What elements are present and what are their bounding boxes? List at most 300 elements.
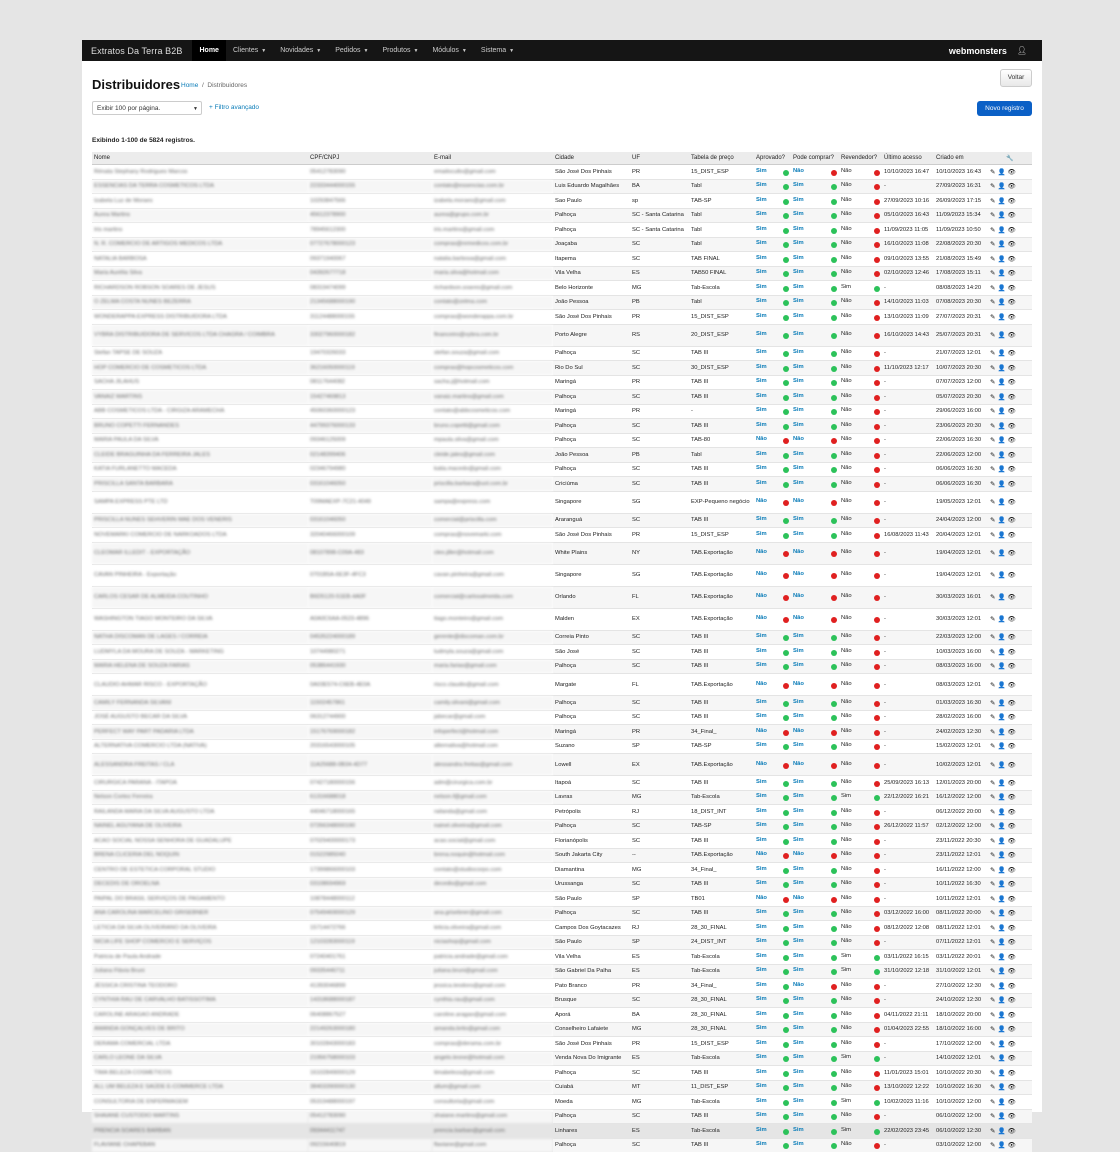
view-icon[interactable]: 👁 xyxy=(1008,532,1018,539)
user-icon[interactable]: 👤 xyxy=(997,881,1007,888)
edit-icon[interactable]: ✎ xyxy=(990,499,997,506)
user-icon[interactable]: 👤 xyxy=(997,183,1007,190)
table-row[interactable] xyxy=(92,491,1032,513)
price-table-cell: TAB III xyxy=(689,419,754,434)
edit-icon[interactable]: ✎ xyxy=(990,212,997,219)
table-row[interactable] xyxy=(92,1080,1032,1095)
view-icon[interactable]: 👁 xyxy=(1008,332,1018,339)
edit-icon[interactable]: ✎ xyxy=(990,379,997,386)
user-icon[interactable]: 👤 xyxy=(997,1041,1007,1048)
edit-icon[interactable]: ✎ xyxy=(990,299,997,306)
edit-icon[interactable]: ✎ xyxy=(990,1070,997,1077)
view-icon[interactable]: 👁 xyxy=(1008,968,1018,975)
view-icon[interactable]: 👁 xyxy=(1008,1142,1018,1149)
table-row[interactable] xyxy=(92,754,1032,776)
view-icon[interactable]: 👁 xyxy=(1008,481,1018,488)
edit-icon[interactable]: ✎ xyxy=(990,365,997,372)
view-icon[interactable]: 👁 xyxy=(1008,183,1018,190)
column-header[interactable]: Tabela de preço xyxy=(689,152,754,165)
view-icon[interactable]: 👁 xyxy=(1008,594,1018,601)
edit-icon[interactable]: ✎ xyxy=(990,169,997,176)
user-icon[interactable]: 👤 xyxy=(997,517,1007,524)
edit-icon[interactable]: ✎ xyxy=(990,714,997,721)
edit-icon[interactable]: ✎ xyxy=(990,332,997,339)
table-row[interactable] xyxy=(92,892,1032,907)
user-icon[interactable]: 👤 xyxy=(997,169,1007,176)
table-row[interactable] xyxy=(92,513,1032,528)
table-row[interactable] xyxy=(92,419,1032,434)
user-icon[interactable]: 👤 xyxy=(997,867,1007,874)
view-icon[interactable]: 👁 xyxy=(1008,852,1018,859)
can-buy-cell xyxy=(791,659,839,674)
table-row[interactable] xyxy=(92,310,1032,325)
view-icon[interactable]: 👁 xyxy=(1008,394,1018,401)
edit-icon[interactable]: ✎ xyxy=(990,634,997,641)
user-icon[interactable]: 👤 xyxy=(997,939,1007,946)
table-row[interactable] xyxy=(92,608,1032,630)
user-icon[interactable]: 👤 xyxy=(997,1142,1007,1149)
table-row[interactable] xyxy=(92,404,1032,419)
edit-icon[interactable]: ✎ xyxy=(990,350,997,357)
table-row[interactable] xyxy=(92,477,1032,492)
column-header[interactable]: Último acesso xyxy=(882,152,934,165)
edit-icon[interactable]: ✎ xyxy=(990,663,997,670)
view-icon[interactable]: 👁 xyxy=(1008,299,1018,306)
column-header[interactable]: Aprovado? xyxy=(754,152,791,165)
user-icon[interactable]: 👤 xyxy=(997,682,1007,689)
user-icon[interactable]: 👤 xyxy=(997,452,1007,459)
edit-icon[interactable]: ✎ xyxy=(990,183,997,190)
edit-icon[interactable]: ✎ xyxy=(990,1113,997,1120)
user-icon[interactable]: 👤 xyxy=(997,241,1007,248)
table-row[interactable] xyxy=(92,361,1032,376)
view-icon[interactable]: 👁 xyxy=(1008,616,1018,623)
view-icon[interactable]: 👁 xyxy=(1008,1055,1018,1062)
view-icon[interactable]: 👁 xyxy=(1008,881,1018,888)
view-icon[interactable]: 👁 xyxy=(1008,910,1018,917)
user-icon[interactable]: 👤 xyxy=(997,198,1007,205)
table-row[interactable] xyxy=(92,1008,1032,1023)
user-icon[interactable]: 👤 xyxy=(997,550,1007,557)
view-icon[interactable]: 👁 xyxy=(1008,983,1018,990)
view-icon[interactable]: 👁 xyxy=(1008,1113,1018,1120)
view-icon[interactable]: 👁 xyxy=(1008,241,1018,248)
view-icon[interactable]: 👁 xyxy=(1008,198,1018,205)
user-icon[interactable]: 👤 xyxy=(997,1113,1007,1120)
edit-icon[interactable]: ✎ xyxy=(990,481,997,488)
table-row[interactable] xyxy=(92,834,1032,849)
can-buy-cell-value: Sim xyxy=(793,808,804,814)
table-row[interactable] xyxy=(92,979,1032,994)
user-icon[interactable]: 👤 xyxy=(997,594,1007,601)
table-row[interactable] xyxy=(92,950,1032,965)
edit-icon[interactable]: ✎ xyxy=(990,1099,997,1106)
user-icon[interactable]: 👤 xyxy=(997,1055,1007,1062)
edit-icon[interactable]: ✎ xyxy=(990,616,997,623)
edit-icon[interactable]: ✎ xyxy=(990,550,997,557)
user-icon[interactable]: 👤 xyxy=(997,700,1007,707)
user-icon[interactable]: 👤 xyxy=(997,227,1007,234)
nav-item-home[interactable] xyxy=(192,40,225,61)
edit-icon[interactable]: ✎ xyxy=(990,823,997,830)
table-row[interactable] xyxy=(92,324,1032,346)
view-icon[interactable]: 👁 xyxy=(1008,572,1018,579)
view-icon[interactable]: 👁 xyxy=(1008,1099,1018,1106)
user-icon[interactable]: 👤 xyxy=(997,481,1007,488)
user-icon[interactable]: 👤 xyxy=(997,1026,1007,1033)
edit-icon[interactable]: ✎ xyxy=(990,532,997,539)
edit-icon[interactable]: ✎ xyxy=(990,285,997,292)
table-row[interactable] xyxy=(92,1037,1032,1052)
user-icon[interactable]: 👤 xyxy=(997,270,1007,277)
view-icon[interactable]: 👁 xyxy=(1008,1070,1018,1077)
edit-icon[interactable]: ✎ xyxy=(990,700,997,707)
approved-cell-value: Sim xyxy=(756,648,767,654)
view-icon[interactable]: 👁 xyxy=(1008,794,1018,801)
view-icon[interactable]: 👁 xyxy=(1008,256,1018,263)
table-row[interactable] xyxy=(92,725,1032,740)
table-row[interactable] xyxy=(92,1124,1032,1139)
user-icon[interactable]: 👤 xyxy=(997,743,1007,750)
view-icon[interactable]: 👁 xyxy=(1008,314,1018,321)
table-row[interactable] xyxy=(92,281,1032,296)
user-icon[interactable]: 👤 xyxy=(997,532,1007,539)
view-icon[interactable]: 👁 xyxy=(1008,823,1018,830)
view-icon[interactable]: 👁 xyxy=(1008,379,1018,386)
table-row[interactable] xyxy=(92,375,1032,390)
table-row[interactable] xyxy=(92,790,1032,805)
reseller-value: Não xyxy=(841,633,852,639)
user-icon[interactable]: 👤 xyxy=(997,314,1007,321)
table-row[interactable] xyxy=(92,630,1032,645)
edit-icon[interactable]: ✎ xyxy=(990,1041,997,1048)
table-row[interactable] xyxy=(92,819,1032,834)
edit-icon[interactable]: ✎ xyxy=(990,896,997,903)
user-icon[interactable]: 👤 xyxy=(997,794,1007,801)
table-row[interactable] xyxy=(92,863,1032,878)
table-row[interactable] xyxy=(92,179,1032,194)
view-icon[interactable]: 👁 xyxy=(1008,517,1018,524)
column-header[interactable]: E-mail xyxy=(432,152,553,165)
nav-item-produtos[interactable] xyxy=(375,40,425,61)
new-record-button[interactable]: Novo registro xyxy=(977,101,1032,116)
edit-icon[interactable]: ✎ xyxy=(990,794,997,801)
edit-icon[interactable]: ✎ xyxy=(990,314,997,321)
table-row[interactable] xyxy=(92,448,1032,463)
user-icon[interactable]: 👤 xyxy=(997,910,1007,917)
view-icon[interactable]: 👁 xyxy=(1008,1041,1018,1048)
edit-icon[interactable]: ✎ xyxy=(990,241,997,248)
user-icon[interactable]: 👤 xyxy=(997,729,1007,736)
view-icon[interactable]: 👁 xyxy=(1008,838,1018,845)
table-row[interactable] xyxy=(92,237,1032,252)
user-icon[interactable]: 👤 xyxy=(997,762,1007,769)
edit-icon[interactable]: ✎ xyxy=(990,408,997,415)
user-icon[interactable]: 👤 xyxy=(997,968,1007,975)
user-icon[interactable]: 👤 xyxy=(997,983,1007,990)
edit-icon[interactable]: ✎ xyxy=(990,852,997,859)
view-icon[interactable]: 👁 xyxy=(1008,452,1018,459)
user-icon[interactable]: 👤 xyxy=(997,616,1007,623)
table-row[interactable] xyxy=(92,848,1032,863)
nav-item-pedidos[interactable] xyxy=(328,40,375,61)
table-row[interactable] xyxy=(92,776,1032,791)
column-header[interactable]: Criado em xyxy=(934,152,988,165)
edit-icon[interactable]: ✎ xyxy=(990,1084,997,1091)
view-icon[interactable]: 👁 xyxy=(1008,550,1018,557)
table-row[interactable] xyxy=(92,906,1032,921)
user-icon[interactable]: 👤 xyxy=(997,838,1007,845)
view-icon[interactable]: 👁 xyxy=(1008,1026,1018,1033)
edit-icon[interactable]: ✎ xyxy=(990,780,997,787)
view-icon[interactable]: 👁 xyxy=(1008,997,1018,1004)
edit-icon[interactable]: ✎ xyxy=(990,423,997,430)
table-row[interactable] xyxy=(92,433,1032,448)
edit-icon[interactable]: ✎ xyxy=(990,394,997,401)
table-row[interactable] xyxy=(92,739,1032,754)
can-buy-cell xyxy=(791,935,839,950)
table-row[interactable] xyxy=(92,935,1032,950)
can-buy-cell-value: Sim xyxy=(793,866,804,872)
actions-cell xyxy=(988,165,1032,180)
column-header[interactable]: Nome xyxy=(92,152,308,165)
table-row[interactable] xyxy=(92,462,1032,477)
user-icon[interactable]: 👤 xyxy=(997,714,1007,721)
table-row[interactable] xyxy=(92,1138,1032,1152)
edit-icon[interactable]: ✎ xyxy=(990,1026,997,1033)
view-icon[interactable]: 👁 xyxy=(1008,634,1018,641)
edit-icon[interactable]: ✎ xyxy=(990,594,997,601)
table-row[interactable] xyxy=(92,208,1032,223)
user-icon[interactable]: 👤 xyxy=(997,423,1007,430)
view-icon[interactable]: 👁 xyxy=(1008,682,1018,689)
view-icon[interactable]: 👁 xyxy=(1008,1012,1018,1019)
view-icon[interactable]: 👁 xyxy=(1008,954,1018,961)
user-icon[interactable]: 👤 xyxy=(997,394,1007,401)
column-header[interactable]: CPF/CNPJ xyxy=(308,152,432,165)
edit-icon[interactable]: ✎ xyxy=(990,1128,997,1135)
table-row[interactable] xyxy=(92,390,1032,405)
edit-icon[interactable]: ✎ xyxy=(990,649,997,656)
user-icon[interactable]: 👤 xyxy=(997,809,1007,816)
edit-icon[interactable]: ✎ xyxy=(990,198,997,205)
view-icon[interactable]: 👁 xyxy=(1008,466,1018,473)
edit-icon[interactable]: ✎ xyxy=(990,881,997,888)
nav-item-clientes[interactable] xyxy=(226,40,273,61)
edit-icon[interactable]: ✎ xyxy=(990,1012,997,1019)
user-icon[interactable]: 👤 xyxy=(997,997,1007,1004)
user-icon[interactable]: 👤 xyxy=(997,299,1007,306)
user-icon[interactable]: 👤︎ xyxy=(1017,46,1027,55)
column-header[interactable]: Revendedor? xyxy=(839,152,882,165)
view-icon[interactable]: 👁 xyxy=(1008,743,1018,750)
user-icon[interactable]: 👤 xyxy=(997,663,1007,670)
user-icon[interactable]: 👤 xyxy=(997,408,1007,415)
email-cell: compras@derama.com.br xyxy=(432,1037,553,1052)
name-cell: Iris martins xyxy=(92,223,308,238)
city-cell: Palhoça xyxy=(553,433,630,448)
user-icon[interactable]: 👤 xyxy=(997,954,1007,961)
back-button[interactable]: Voltar xyxy=(1000,69,1032,87)
edit-icon[interactable]: ✎ xyxy=(990,729,997,736)
view-icon[interactable]: 👁 xyxy=(1008,762,1018,769)
edit-icon[interactable]: ✎ xyxy=(990,452,997,459)
nav-item-novidades[interactable] xyxy=(273,40,328,61)
user-icon[interactable]: 👤 xyxy=(997,634,1007,641)
cpf-cell: 05386441930 xyxy=(308,659,432,674)
table-row[interactable] xyxy=(92,645,1032,660)
view-icon[interactable]: 👁 xyxy=(1008,809,1018,816)
view-icon[interactable]: 👁 xyxy=(1008,499,1018,506)
nav-item-módulos[interactable] xyxy=(425,40,473,61)
edit-icon[interactable]: ✎ xyxy=(990,1055,997,1062)
breadcrumb-home[interactable]: Home xyxy=(181,82,198,89)
table-row[interactable] xyxy=(92,165,1032,180)
table-row[interactable] xyxy=(92,223,1032,238)
user-icon[interactable]: 👤 xyxy=(997,896,1007,903)
reseller-value: Sim xyxy=(841,1098,851,1104)
edit-icon[interactable]: ✎ xyxy=(990,867,997,874)
table-row[interactable] xyxy=(92,586,1032,608)
table-row[interactable] xyxy=(92,696,1032,711)
edit-icon[interactable]: ✎ xyxy=(990,437,997,444)
user-icon[interactable]: 👤 xyxy=(997,1084,1007,1091)
last-access-cell: - xyxy=(882,462,934,477)
edit-icon[interactable]: ✎ xyxy=(990,762,997,769)
view-icon[interactable]: 👁 xyxy=(1008,350,1018,357)
user-icon[interactable]: 👤 xyxy=(997,350,1007,357)
view-icon[interactable]: 👁 xyxy=(1008,663,1018,670)
edit-icon[interactable]: ✎ xyxy=(990,1142,997,1149)
edit-icon[interactable]: ✎ xyxy=(990,968,997,975)
edit-icon[interactable]: ✎ xyxy=(990,517,997,524)
user-icon[interactable]: 👤 xyxy=(997,852,1007,859)
view-icon[interactable]: 👁 xyxy=(1008,408,1018,415)
table-row[interactable] xyxy=(92,964,1032,979)
edit-icon[interactable]: ✎ xyxy=(990,910,997,917)
view-icon[interactable]: 👁 xyxy=(1008,700,1018,707)
table-row[interactable] xyxy=(92,993,1032,1008)
edit-icon[interactable]: ✎ xyxy=(990,997,997,1004)
view-icon[interactable]: 👁 xyxy=(1008,867,1018,874)
table-row[interactable] xyxy=(92,266,1032,281)
view-icon[interactable]: 👁 xyxy=(1008,212,1018,219)
user-icon[interactable]: 👤 xyxy=(997,332,1007,339)
table-row[interactable] xyxy=(92,194,1032,209)
user-icon[interactable]: 👤 xyxy=(997,925,1007,932)
view-icon[interactable]: 👁 xyxy=(1008,896,1018,903)
user-icon[interactable]: 👤 xyxy=(997,437,1007,444)
user-icon[interactable]: 👤 xyxy=(997,1012,1007,1019)
view-icon[interactable]: 👁 xyxy=(1008,285,1018,292)
edit-icon[interactable]: ✎ xyxy=(990,572,997,579)
table-row[interactable] xyxy=(92,1095,1032,1110)
user-icon[interactable]: 👤 xyxy=(997,1099,1007,1106)
edit-icon[interactable]: ✎ xyxy=(990,838,997,845)
column-header[interactable]: UF xyxy=(630,152,689,165)
advanced-filter-link[interactable]: + Filtro avançado xyxy=(209,104,259,111)
edit-icon[interactable]: ✎ xyxy=(990,466,997,473)
user-icon[interactable]: 👤 xyxy=(997,823,1007,830)
column-header[interactable]: Pode comprar? xyxy=(791,152,839,165)
view-icon[interactable]: 👁 xyxy=(1008,423,1018,430)
user-icon[interactable]: 👤 xyxy=(997,499,1007,506)
edit-icon[interactable]: ✎ xyxy=(990,925,997,932)
user-icon[interactable]: 👤 xyxy=(997,1070,1007,1077)
table-row[interactable] xyxy=(92,1109,1032,1124)
table-row[interactable] xyxy=(92,252,1032,267)
column-header[interactable]: Cidade xyxy=(553,152,630,165)
table-row[interactable] xyxy=(92,1022,1032,1037)
table-row[interactable] xyxy=(92,921,1032,936)
table-row[interactable] xyxy=(92,710,1032,725)
view-icon[interactable]: 👁 xyxy=(1008,1084,1018,1091)
view-icon[interactable]: 👁 xyxy=(1008,1128,1018,1135)
view-icon[interactable]: 👁 xyxy=(1008,169,1018,176)
user-icon[interactable]: 👤 xyxy=(997,379,1007,386)
table-row[interactable] xyxy=(92,659,1032,674)
table-row[interactable] xyxy=(92,1051,1032,1066)
edit-icon[interactable]: ✎ xyxy=(990,954,997,961)
edit-icon[interactable]: ✎ xyxy=(990,809,997,816)
can-buy-cell xyxy=(791,921,839,936)
view-icon[interactable]: 👁 xyxy=(1008,729,1018,736)
user-icon[interactable]: 👤 xyxy=(997,1128,1007,1135)
user-icon[interactable]: 👤 xyxy=(997,256,1007,263)
table-row[interactable] xyxy=(92,674,1032,696)
user-icon[interactable]: 👤 xyxy=(997,780,1007,787)
nav-item-sistema[interactable] xyxy=(474,40,521,61)
user-brand[interactable]: webmonsters xyxy=(949,46,1007,56)
view-icon[interactable]: 👁 xyxy=(1008,780,1018,787)
edit-icon[interactable]: ✎ xyxy=(990,743,997,750)
name-cell: CLEOMAR ILLEDIT - EXPORTAÇÃO xyxy=(92,542,308,564)
table-row[interactable] xyxy=(92,542,1032,564)
user-icon[interactable]: 👤 xyxy=(997,649,1007,656)
user-icon[interactable]: 👤 xyxy=(997,466,1007,473)
city-cell: South Jakarta City xyxy=(553,848,630,863)
brand[interactable]: Extratos Da Terra B2B xyxy=(82,46,192,56)
user-icon[interactable]: 👤 xyxy=(997,212,1007,219)
view-icon[interactable]: 👁 xyxy=(1008,925,1018,932)
table-row[interactable] xyxy=(92,346,1032,361)
table-row[interactable] xyxy=(92,805,1032,820)
table-row[interactable] xyxy=(92,528,1032,543)
edit-icon[interactable]: ✎ xyxy=(990,939,997,946)
view-icon[interactable]: 👁 xyxy=(1008,714,1018,721)
view-icon[interactable]: 👁 xyxy=(1008,227,1018,234)
user-icon[interactable]: 👤 xyxy=(997,572,1007,579)
edit-icon[interactable]: ✎ xyxy=(990,227,997,234)
edit-icon[interactable]: ✎ xyxy=(990,682,997,689)
edit-icon[interactable]: ✎ xyxy=(990,983,997,990)
edit-icon[interactable]: ✎ xyxy=(990,256,997,263)
table-row[interactable] xyxy=(92,1066,1032,1081)
view-icon[interactable]: 👁 xyxy=(1008,365,1018,372)
per-page-select[interactable] xyxy=(92,101,202,115)
view-icon[interactable]: 👁 xyxy=(1008,649,1018,656)
status-dot-red xyxy=(874,257,880,263)
table-row[interactable] xyxy=(92,564,1032,586)
view-icon[interactable]: 👁 xyxy=(1008,437,1018,444)
edit-icon[interactable]: ✎ xyxy=(990,270,997,277)
view-icon[interactable]: 👁 xyxy=(1008,939,1018,946)
table-row[interactable] xyxy=(92,877,1032,892)
user-icon[interactable]: 👤 xyxy=(997,365,1007,372)
user-icon[interactable]: 👤 xyxy=(997,285,1007,292)
table-row[interactable] xyxy=(92,295,1032,310)
view-icon[interactable]: 👁 xyxy=(1008,270,1018,277)
